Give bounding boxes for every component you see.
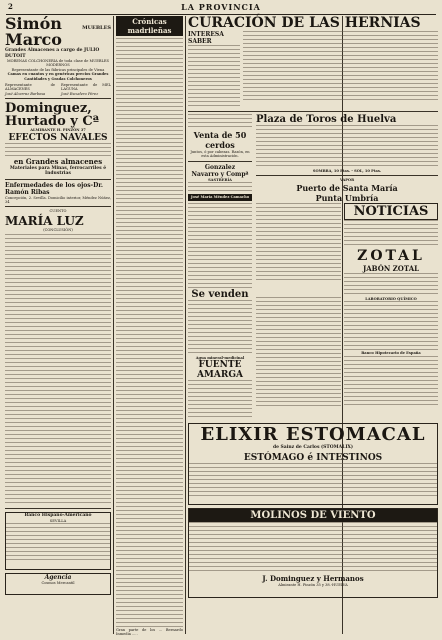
dominguez-title: Dominguez, Hurtado y Cª — [5, 101, 100, 130]
column-rule — [113, 16, 114, 634]
elixir-ad — [188, 423, 438, 505]
venta-title: Venta de 50 cerdos — [193, 130, 247, 150]
story-body — [5, 234, 111, 506]
laboratorio-label: LABORATORIO QUÍMICO — [365, 296, 417, 301]
rep-right-name: José Escudero Pérez — [61, 91, 99, 96]
column-2 — [116, 16, 183, 637]
simon-line: Representante de las fábricas principales de Viena — [11, 67, 105, 72]
banco-ad — [5, 512, 111, 570]
simon-subtitle: Grandes Almacenes a cargo de JULIO DUTOIT — [5, 48, 100, 59]
interesa-saber: INTERESA SABER — [188, 31, 224, 45]
materiales-line: Materiales para Minas, ferrocarriles é Industrias — [9, 165, 107, 177]
column-3 — [188, 16, 438, 634]
venta-subtitle: Juntos, ó por cabezas. Razón, en esta Administración. — [190, 150, 250, 159]
dominguez-body — [5, 143, 111, 157]
enfermedades-title: Enfermedades de los ojos-Dr. Ramón Ribas — [5, 181, 104, 196]
newspaper-name: LA PROVINCIA — [181, 2, 261, 12]
molinos-ad — [188, 508, 438, 598]
simon-line: Camas en cuantos y en genéricas precios Grandes Cantidades y Gradas Colchoneros — [7, 72, 109, 81]
cronicas-title: Crónicas madrileñas — [116, 16, 183, 36]
grandes-almacenes: en Grandes almacenes — [13, 156, 103, 166]
gonzalez-name: Gonzalez — [204, 163, 236, 171]
page-number: 2 — [8, 2, 13, 11]
story-subtitle: (CONCLUSIÓN) — [43, 227, 73, 232]
molinos-company: J. Dominguez y Hermanos — [262, 574, 364, 584]
noticias-title: NOTICIAS — [344, 203, 438, 220]
sastreria-label: SASTRERÍA — [208, 177, 232, 182]
se-venden: Se venden — [191, 288, 249, 300]
column-rule — [185, 16, 186, 634]
efectos-navales: EFECTOS NAVALES — [8, 132, 108, 143]
estomago-line: ESTÓMAGO é INTESTINOS — [243, 452, 383, 463]
banco-espanol: Banco Hipotecario de España — [361, 351, 421, 356]
hernias-title: CURACIÓN DE LAS HERNIAS — [188, 15, 421, 31]
marin-name: José María Méndez Camacho — [188, 194, 252, 200]
puerto-santa-maria: Puerto de Santa María — [296, 182, 398, 193]
sombra-sol: SOMBRA, 10 Ptas. - SOL, 10 Ptas. — [312, 169, 382, 173]
agencia-title: Agencia — [44, 574, 72, 582]
plaza-title: Plaza de Toros de Huelva — [256, 114, 397, 125]
enfermedades-line: Concepción, 2. Sevilla. Domicilio interior, Méndez Núñez, 34 — [5, 195, 111, 205]
cronicas-body — [116, 38, 183, 628]
story-title: MARÍA LUZ — [5, 213, 84, 228]
punta-umbria: Punta Umbría — [315, 192, 379, 203]
fuente-amarga: FUENTE AMARGA — [196, 360, 244, 381]
cronicas-footer: Gran parte de los ... Bernardo Inmedia ..... — [116, 628, 183, 637]
agencia-subtitle: Cosmos Mercantil — [41, 581, 75, 586]
molinos-address: Almirante H. Pinzón 35 y 38.-HUELVA — [278, 583, 348, 588]
cuento-label: CUENTO — [49, 209, 67, 214]
vapor-label: VAPOR — [339, 178, 355, 183]
zotal-title: ZOTAL — [357, 247, 425, 264]
rep-right-label: Representante de MEL LAGUNA — [61, 83, 111, 92]
dominguez-address: ALMIRANTE H. PINZÓN 37 — [30, 128, 86, 133]
simon-line: MORENAS COLCHONERIA de toda clase de MUEBLES MODERNOS — [6, 59, 110, 68]
agencia-ad — [5, 573, 111, 595]
rep-left-label: Representante de ALMACENES — [5, 83, 55, 92]
molinos-title: MOLINOS DE VIENTO — [189, 509, 437, 522]
elixir-title: ELIXIR ESTOMACAL — [200, 424, 426, 446]
gonzalez-company: Navarro y Compª — [191, 170, 249, 178]
column-1 — [5, 16, 111, 634]
banco-title: Banco Hispano-Americano — [24, 513, 92, 519]
agua-label: Agua mineral-medicinal — [195, 355, 245, 360]
muebles-label: MUEBLES — [82, 25, 111, 31]
elixir-subtitle: de Sainz de Carlos (STOMALIX) — [272, 445, 354, 451]
banco-subtitle: SEVILLA — [49, 518, 67, 523]
simon-marco-title: Simón Marco — [5, 14, 62, 49]
masthead — [6, 2, 436, 15]
jabon-zotal: JABÓN ZOTAL — [362, 263, 420, 273]
rep-left-name: José Alcarraz Barbosa — [5, 91, 46, 96]
